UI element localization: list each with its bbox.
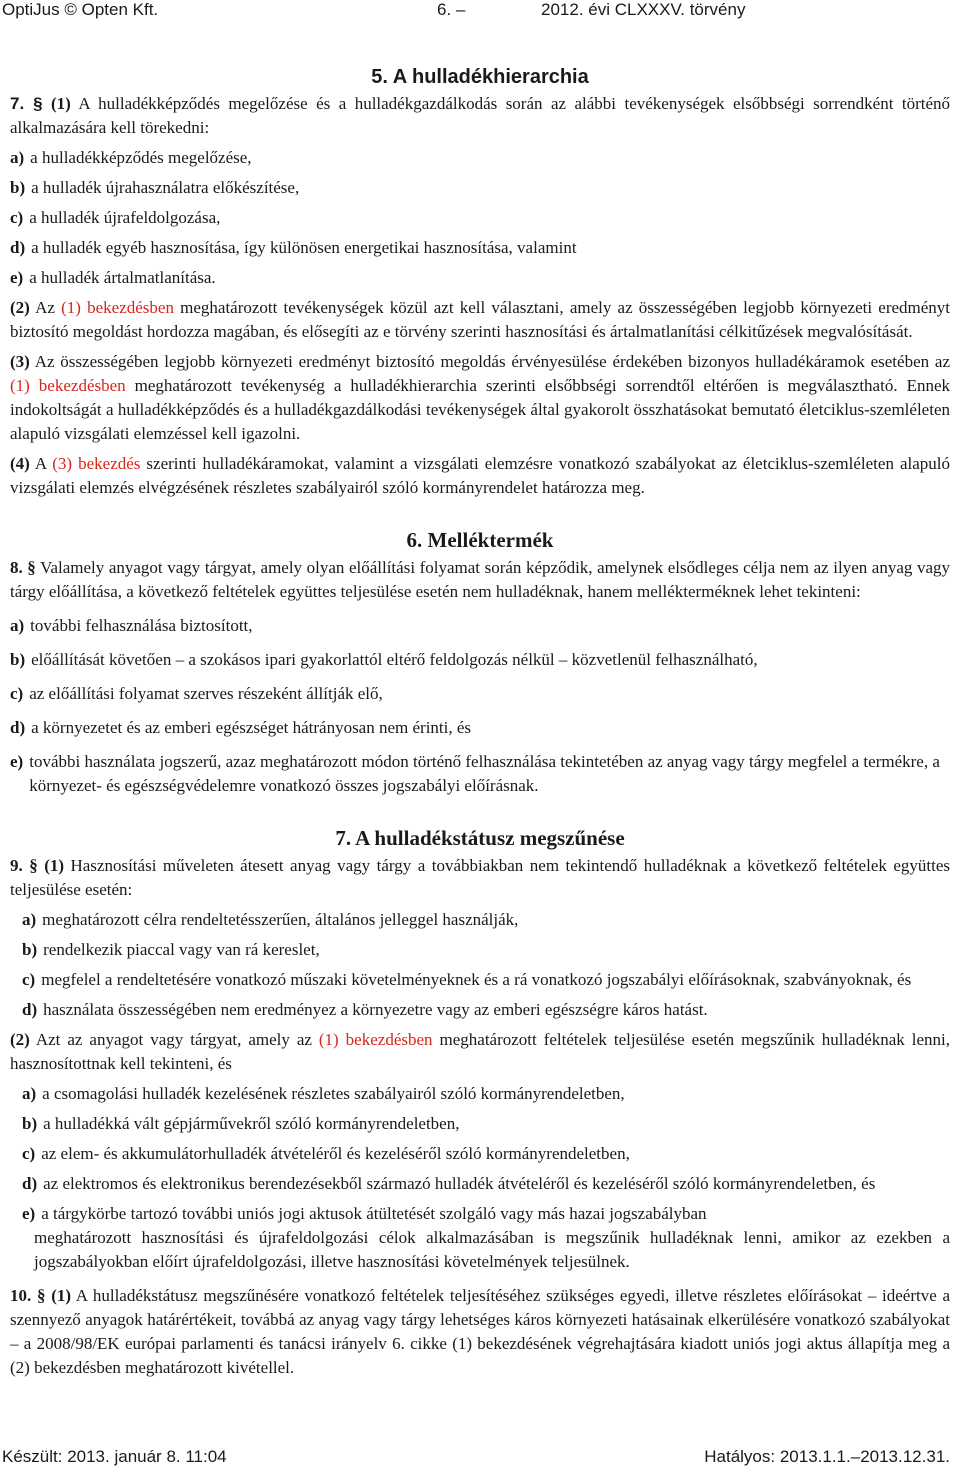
list-item: c) az előállítási folyamat szerves részeként állítják elő, — [10, 684, 383, 703]
section-title: 7. A hulladékstátusz megszűnése — [335, 826, 625, 850]
list-item: c) a hulladék újrafeldolgozása, — [10, 208, 221, 227]
paragraph-number: (1) — [51, 94, 71, 113]
list-item: a) meghatározott célra rendeltetésszerűen, általános jelleggel használják, — [22, 910, 519, 929]
created-date: Készült: 2013. január 8. 11:04 — [2, 1447, 227, 1466]
page-number: 6. – — [437, 0, 466, 19]
list-item: e) további használata jogszerű, azaz meghatározott módon történő felhasználása tekintetében az anyag vagy tárgy megfelel a termékre, a környezet- és egészségvédelemre vonatkozó összes jogszabályi előírásnak. — [10, 752, 940, 795]
paragraph-number: (1) — [51, 1286, 72, 1305]
section-mark: 7. § — [10, 94, 43, 113]
cross-reference-link[interactable]: (3) bekezdés — [52, 454, 141, 473]
page-footer — [0, 1447, 960, 1469]
paragraph-number: (4) — [10, 454, 30, 473]
list-item: c) az elem- és akkumulátorhulladék átvételéről és kezeléséről szóló kormányrendeletben, — [22, 1144, 630, 1163]
paragraph-10-1: 10. § (1) A hulladékstátusz megszűnésére vonatkozó feltételek teljesítéséhez szükséges egyedi, illetve részletes előírásokat – ideértve a szennyező anyagok határértékeit, továbbá az anyag vagy tárgy lehetséges káros környezeti hatásainak elkerülésére vonatkozó szabályokat – a 2008/98/EK európai parlamenti és tanácsi irányelv 6. cikke (1) bekezdésének végrehajtására kiadott uniós jogi aktus állapítja meg a (2) bekezdésben meghatározott kivétellel. — [10, 1286, 951, 1377]
list-item: c) megfelel a rendeltetésére vonatkozó műszaki követelményeknek és a rá vonatkozó jogszabályi előírásoknak, szabványoknak, és — [22, 970, 912, 989]
paragraph-7-4: (4) A (3) bekezdés szerinti hulladékáramokat, valamint a vizsgálati elemzésre vonatkozó szabályokat az életciklus-szemléleten alapuló vizsgálati elemzés elvégzésének részletes szabályairól szóló kormányrendelet határozza meg. — [10, 454, 950, 497]
list-item: a) a hulladékképződés megelőzése, — [10, 148, 252, 167]
paragraph-text: A hulladékképződés megelőzése és a hulladékgazdálkodás során az alábbi tevékenységek elsőbbségi sorrendként történő alkalmazására kell törekedni: — [10, 94, 951, 137]
document-body — [10, 62, 950, 1380]
page-header — [0, 0, 960, 22]
list-7-1 — [10, 146, 950, 290]
paragraph-7-2: (2) Az (1) bekezdésben meghatározott tevékenységek közül azt kell választani, amely az összességében legjobb környezeti eredményt biztosító megoldást hordozza magában, és elősegíti az e törvény szerinti hasznosítási és ártalmatlanítási célkitűzések megvalósítását. — [10, 298, 951, 341]
paragraph-7-3: (3) Az összességében legjobb környezeti eredményt biztosító megoldás érvényesülése érdekében bizonyos hulladékáramok esetében az (1) bekezdésben meghatározott tevékenység a hulladékhierarchia szerinti elsőbbségi sorrendtől eltérően is megválasztható. Ennek indokoltságát a hulladékképződés és a hulladékgazdálkodási tevékenységek által gyakorolt összhatásokat bemutató életciklus-szemléleten alapuló vizsgálati elemzéssel kell igazolni. — [10, 352, 950, 443]
cross-reference-link[interactable]: (1) bekezdésben — [10, 376, 126, 395]
paragraph-9-1: 9. § (1) Hasznosítási műveleten átesett anyag vagy tárgy a továbbiakban nem tekintendő hulladéknak a következő feltételek együttes teljesülése esetén: — [10, 856, 950, 899]
paragraph-number: (3) — [10, 352, 30, 371]
section-title: 5. A hulladékhierarchia — [371, 66, 589, 88]
section-mark: 9. § — [10, 856, 38, 875]
list-9-2 — [10, 1082, 950, 1226]
list-item: e) a tárgykörbe tartozó további uniós jogi aktusok átültetését szolgáló vagy más hazai jogszabályban — [22, 1204, 707, 1223]
list-item: b) a hulladékká vált gépjárművekről szóló kormányrendeletben, — [22, 1114, 460, 1133]
list-item: a) a csomagolási hulladék kezelésének részletes szabályairól szóló kormányrendeletben, — [22, 1084, 625, 1103]
list-item: b) rendelkezik piaccal vagy van rá kereslet, — [22, 940, 320, 959]
paragraph-number: (1) — [44, 856, 65, 875]
law-title: 2012. évi CLXXXV. törvény — [541, 0, 746, 19]
list-8 — [10, 614, 950, 798]
list-item: e) a hulladék ártalmatlanítása. — [10, 268, 216, 287]
list-item: b) előállítását követően – a szokásos ipari gyakorlattól eltérő feldolgozás nélkül – közvetlenül felhasználható, — [10, 650, 758, 669]
publisher-label: OptiJus © Opten Kft. — [2, 0, 159, 19]
paragraph-number: (2) — [10, 298, 30, 317]
list-item: d) használata összességében nem eredményez a környezetre vagy az emberi egészségre káros hatást. — [22, 1000, 708, 1019]
list-9-1 — [10, 908, 950, 1022]
paragraph-9-2: (2) Azt az anyagot vagy tárgyat, amely az (1) bekezdésben meghatározott feltételek teljesülése esetén megszűnik hulladéknak lenni, hasznosítottnak kell tekinteni, és — [10, 1030, 951, 1073]
paragraph-8: 8. § Valamely anyagot vagy tárgyat, amely olyan előállítási folyamat során képződik, amelynek elsődleges célja nem az ilyen anyag vagy tárgy előállítása, a következő feltételek együttes teljesülése esetén nem hulladéknak, hanem mellékterméknek lehet tekinteni: — [10, 558, 950, 601]
cross-reference-link[interactable]: (1) bekezdésben — [318, 1030, 433, 1049]
list-item: b) a hulladék újrahasználatra előkészítése, — [10, 178, 300, 197]
section-mark: 10. § — [10, 1286, 46, 1305]
list-item: d) a környezetet és az emberi egészséget hátrányosan nem érinti, és — [10, 718, 472, 737]
list-item: a) további felhasználása biztosított, — [10, 616, 253, 635]
paragraph-number: (2) — [10, 1030, 30, 1049]
cross-reference-link[interactable]: (1) bekezdésben — [61, 298, 174, 317]
section-mark: 8. § — [10, 558, 36, 577]
section-title: 6. Melléktermék — [406, 528, 554, 552]
paragraph-7-1 — [10, 92, 950, 140]
paragraph-9-2-tail: meghatározott hasznosítási és újrafeldolgozási célok alkalmazásában is megszűnik hulladéknak lenni, amikor az ezekben a jogszabályokban előírt újrafeldolgozási, illetve hasznosítási követelmények teljesülnek. — [34, 1228, 950, 1271]
list-item: d) az elektromos és elektronikus berendezésekből származó hulladék átvételéről és kezeléséről szóló kormányrendeletben, és — [22, 1174, 876, 1193]
list-item: d) a hulladék egyéb hasznosítása, így különösen energetikai hasznosítása, valamint — [10, 238, 577, 257]
effective-date: Hatályos: 2013.1.1.–2013.12.31. — [704, 1447, 950, 1466]
